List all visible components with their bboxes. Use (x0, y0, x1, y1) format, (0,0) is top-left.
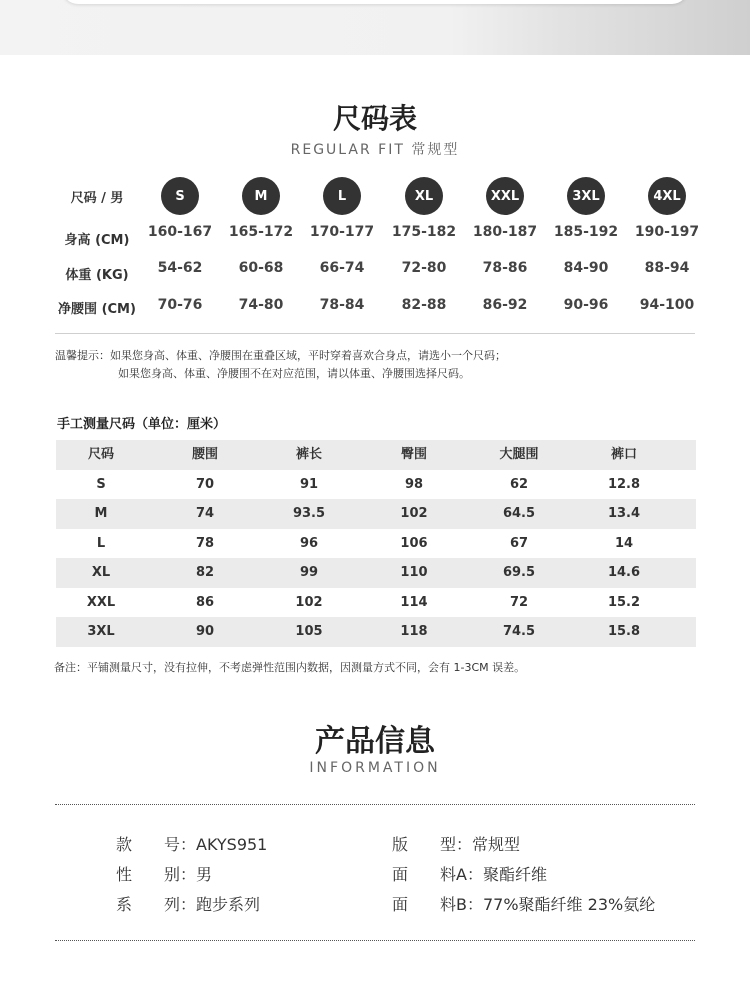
tip-line-2: 如果您身高、体重、净腰围不在对应范围，请以体重、净腰围选择尺码。 (118, 367, 470, 380)
table-header-row (56, 440, 696, 470)
info-key: 面 料A： (392, 865, 483, 884)
table-cell: 14.6 (607, 565, 641, 580)
height-value: 165-172 (228, 224, 294, 240)
info-value: 男 (196, 865, 213, 884)
table-row (56, 529, 696, 559)
measure-note: 备注：平铺测量尺寸，没有拉伸，不考虑弹性范围内数据，因测量方式不同，会有 1-3CM 误差。 (54, 661, 526, 674)
table-cell: 78 (195, 535, 215, 551)
weight-value: 84-90 (563, 260, 609, 276)
info-key: 版 型： (392, 835, 473, 854)
table-cell: 90 (195, 624, 215, 639)
table-cell: 99 (299, 565, 319, 580)
table-cell: 74.5 (502, 624, 536, 639)
height-value: 160-167 (147, 224, 213, 240)
table-cell: 15.2 (607, 594, 641, 610)
info-style-number (116, 832, 267, 855)
weight-value: 66-74 (319, 260, 365, 276)
table-header-cell: 大腿围 (499, 447, 539, 462)
height-value: 180-187 (472, 224, 538, 240)
info-value: 77%聚酯纤维 23%氨纶 (482, 895, 656, 914)
tip-line-1: 温馨提示：如果您身高、体重、净腰围在重叠区域，平时穿着喜欢合身点，请选小一个尺码； (55, 349, 506, 362)
size-header-label: 尺码 / 男 (70, 191, 124, 206)
top-banner (0, 0, 750, 55)
size-chart-subtitle: REGULAR FIT 常规型 (290, 142, 460, 158)
table-cell: 13.4 (607, 506, 641, 521)
table-cell: 67 (509, 535, 529, 551)
table-cell: 14 (614, 535, 634, 551)
table-cell: 102 (400, 506, 428, 521)
table-cell: 3XL (87, 624, 115, 639)
table-header-cell: 尺码 (87, 447, 114, 462)
product-info-title: 产品信息 (315, 724, 435, 759)
table-cell: XL (91, 565, 111, 580)
table-cell: XXL (86, 594, 116, 610)
weight-row-label: 体重 (KG) (65, 268, 129, 283)
info-value: AKYS951 (196, 835, 268, 854)
table-cell: L (96, 535, 106, 551)
height-value: 185-192 (553, 224, 619, 240)
dotted-divider-top (55, 804, 695, 805)
waist-value: 94-100 (639, 297, 695, 313)
table-cell: 114 (400, 594, 428, 610)
info-value: 常规型 (472, 835, 521, 854)
table-row (56, 617, 696, 647)
waist-value: 90-96 (563, 297, 609, 313)
table-cell: 72 (509, 594, 529, 610)
table-cell: M (94, 506, 108, 521)
weight-value: 78-86 (482, 260, 528, 276)
table-cell: 110 (400, 565, 428, 580)
info-series (116, 892, 260, 915)
waist-value: 82-88 (401, 297, 447, 313)
table-row (56, 470, 696, 500)
table-cell: 64.5 (502, 506, 536, 521)
info-fabric-b (392, 892, 655, 915)
table-cell: 106 (400, 535, 428, 551)
info-key: 面 料B： (392, 895, 483, 914)
table-cell: 69.5 (502, 565, 536, 580)
table-cell: 118 (400, 624, 428, 639)
weight-value: 72-80 (401, 260, 447, 276)
product-info-subtitle: INFORMATION (309, 760, 441, 776)
table-header-cell: 腰围 (191, 447, 218, 462)
size-badge-m: M (242, 177, 280, 215)
size-badge-xl: XL (405, 177, 443, 215)
table-cell: 91 (299, 476, 319, 492)
divider (55, 333, 695, 334)
info-fabric-a (392, 862, 547, 885)
info-key: 系 列： (116, 895, 197, 914)
table-cell: 70 (195, 476, 215, 492)
info-key: 款 号： (116, 835, 197, 854)
size-badge-3xl: 3XL (567, 177, 605, 215)
size-badge-s: S (161, 177, 199, 215)
height-value: 175-182 (391, 224, 457, 240)
height-row-label: 身高 (CM) (64, 233, 130, 248)
table-cell: 82 (195, 565, 215, 580)
table-cell: 74 (195, 506, 215, 521)
waist-value: 86-92 (482, 297, 528, 313)
info-value: 跑步系列 (196, 895, 261, 914)
dotted-divider-bottom (55, 940, 695, 941)
size-badge-l: L (323, 177, 361, 215)
table-header-cell: 裤口 (610, 447, 637, 462)
table-header-cell: 臀围 (400, 447, 427, 462)
table-cell: 62 (509, 476, 529, 492)
table-cell: 96 (299, 535, 319, 551)
table-row (56, 499, 696, 529)
info-value: 聚酯纤维 (482, 865, 547, 884)
info-fit (392, 832, 520, 855)
table-header-cell: 裤长 (295, 447, 322, 462)
waist-row-label: 净腰围 (CM) (58, 302, 136, 317)
table-row (56, 558, 696, 588)
weight-value: 54-62 (157, 260, 203, 276)
size-chart-title: 尺码表 (332, 102, 417, 135)
table-cell: 93.5 (292, 506, 326, 521)
height-value: 190-197 (634, 224, 700, 240)
height-value: 170-177 (309, 224, 375, 240)
size-badge-4xl: 4XL (648, 177, 686, 215)
weight-value: 60-68 (238, 260, 284, 276)
banner-card-edge (62, 0, 688, 4)
table-row (56, 588, 696, 618)
waist-value: 74-80 (238, 297, 284, 313)
waist-value: 70-76 (157, 297, 203, 313)
table-cell: 105 (295, 624, 323, 639)
table-cell: S (96, 476, 106, 492)
table-cell: 15.8 (607, 624, 641, 639)
weight-value: 88-94 (644, 260, 690, 276)
table-cell: 98 (404, 476, 424, 492)
measure-table-title: 手工测量尺码（单位：厘米） (57, 417, 227, 432)
table-cell: 102 (295, 594, 323, 610)
info-key: 性 别： (116, 865, 197, 884)
waist-value: 78-84 (319, 297, 365, 313)
table-cell: 12.8 (607, 476, 641, 492)
table-cell: 86 (195, 594, 215, 610)
size-badge-xxl: XXL (486, 177, 524, 215)
info-gender (116, 862, 212, 885)
